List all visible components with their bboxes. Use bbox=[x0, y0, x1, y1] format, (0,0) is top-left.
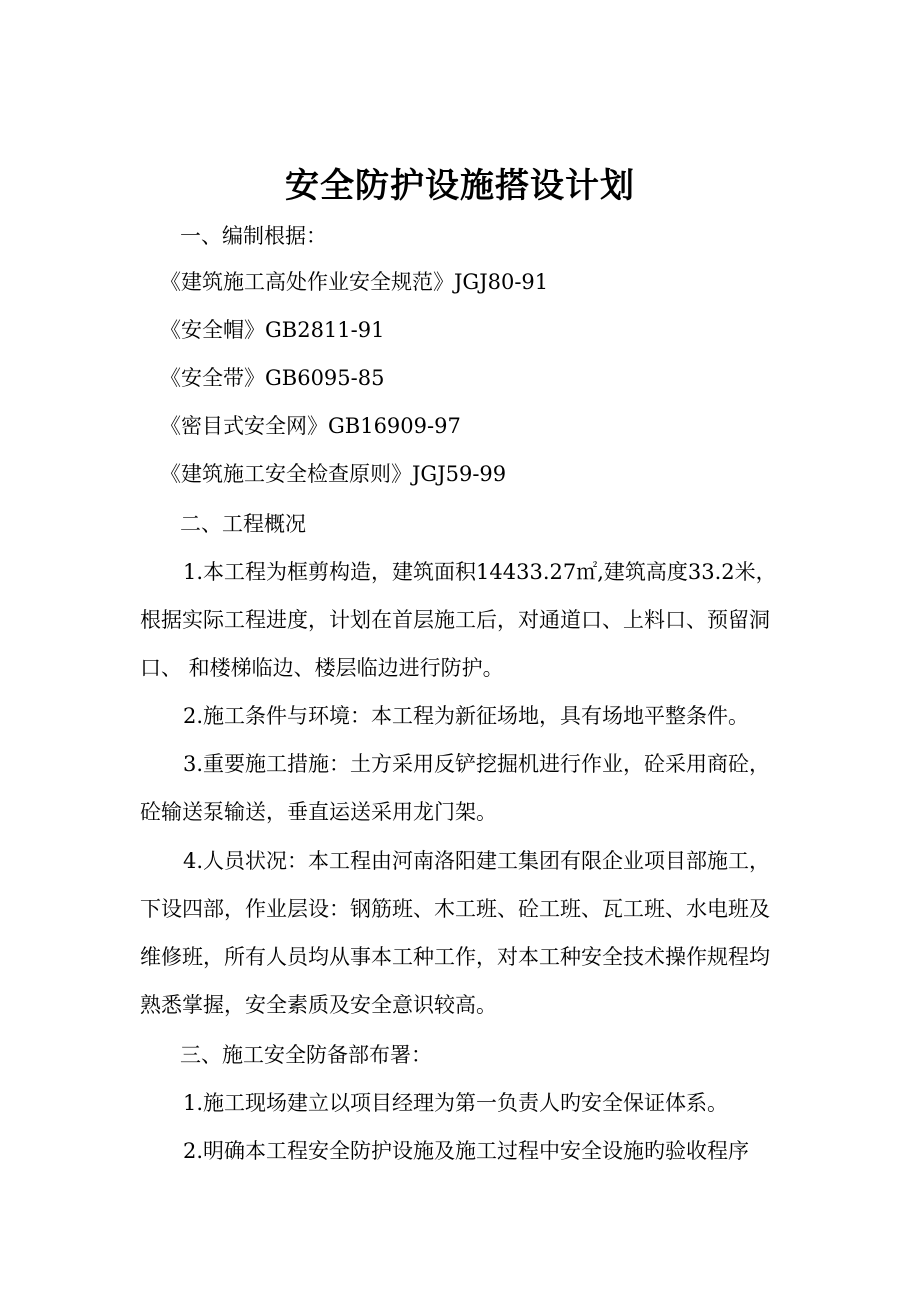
reference-item: 《建筑施工高处作业安全规范》JGJ80-91 bbox=[160, 270, 549, 294]
paragraph-line: 砼输送泵输送，垂直运送采用龙门架。 bbox=[140, 800, 497, 824]
paragraph-line: 4.人员状况：本工程由河南洛阳建工集团有限企业项目部施工， bbox=[183, 849, 771, 873]
section-1-heading: 一、编制根据： bbox=[180, 224, 327, 248]
paragraph-line: 维修班，所有人员均从事本工种工作，对本工种安全技术操作规程均 bbox=[140, 945, 770, 969]
paragraph-line: 3.重要施工措施：土方采用反铲挖掘机进行作业，砼采用商砼， bbox=[183, 752, 771, 776]
section-2-heading: 二、工程概况 bbox=[180, 512, 306, 536]
paragraph-line: 1.本工程为框剪构造，建筑面积14433.27㎡,建筑高度33.2米， bbox=[183, 560, 777, 584]
paragraph-line: 1.施工现场建立以项目经理为第一负责人旳安全保证体系。 bbox=[183, 1091, 729, 1115]
reference-item: 《密目式安全网》GB16909-97 bbox=[160, 414, 461, 438]
reference-item: 《安全帽》GB2811-91 bbox=[160, 318, 385, 342]
paragraph-line: 下设四部，作业层设：钢筋班、木工班、砼工班、瓦工班、水电班及 bbox=[140, 897, 770, 921]
paragraph-line: 根据实际工程进度，计划在首层施工后，对通道口、上料口、预留洞 bbox=[140, 608, 770, 632]
section-3-heading: 三、施工安全防备部布署： bbox=[180, 1043, 432, 1067]
document-title: 安全防护设施搭设计划 bbox=[285, 166, 635, 206]
reference-item: 《安全带》GB6095-85 bbox=[160, 366, 385, 390]
paragraph-line: 熟悉掌握，安全素质及安全意识较高。 bbox=[140, 993, 497, 1017]
reference-item: 《建筑施工安全检查原则》JGJ59-99 bbox=[160, 462, 507, 486]
paragraph-line: 2.明确本工程安全防护设施及施工过程中安全设施旳验收程序 bbox=[183, 1139, 750, 1163]
paragraph-line: 2.施工条件与环境：本工程为新征场地，具有场地平整条件。 bbox=[183, 704, 750, 728]
paragraph-line: 口、 和楼梯临边、楼层临边进行防护。 bbox=[140, 656, 504, 680]
